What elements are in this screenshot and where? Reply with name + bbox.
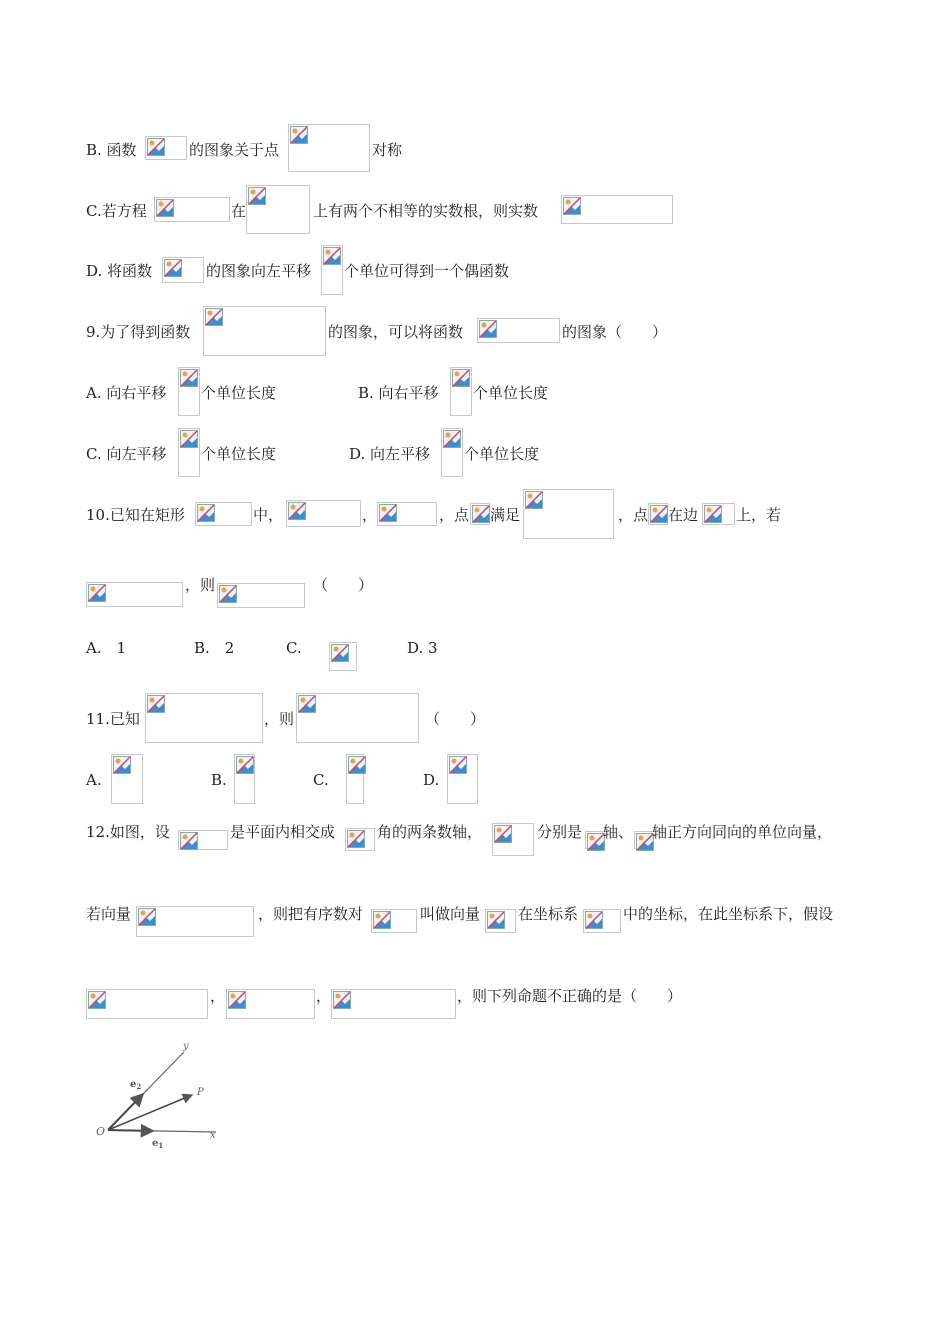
broken-image-icon <box>585 911 603 929</box>
formula-image <box>492 823 534 856</box>
q9-option-b-label: B. 向右平移 <box>358 384 439 402</box>
broken-image-icon <box>205 308 223 326</box>
broken-image-icon <box>219 585 237 603</box>
q10-shangruo: 上，若 <box>736 506 782 524</box>
broken-image-icon <box>113 756 131 774</box>
q12-line1-c: 角的两条数轴， <box>377 823 483 841</box>
broken-image-icon <box>88 584 106 602</box>
formula-image <box>154 197 230 222</box>
q10-stem-prefix: 10.已知在矩形 <box>86 506 185 524</box>
broken-image-icon <box>156 199 174 217</box>
broken-image-icon <box>443 430 461 448</box>
q11-stem-prefix: 11.已知 <box>86 710 140 728</box>
broken-image-icon <box>487 911 505 929</box>
q8-option-b-suffix: 对称 <box>372 141 403 159</box>
formula-image <box>286 500 361 527</box>
q11-ze: ，则 <box>264 710 295 728</box>
q9-option-d-label: D. 向左平移 <box>349 445 431 463</box>
broken-image-icon <box>348 756 366 774</box>
oblique-axes-diagram <box>88 1035 228 1155</box>
broken-image-icon <box>472 505 490 523</box>
formula-image <box>86 989 208 1019</box>
q11-option-b-label: B. <box>211 771 227 789</box>
q8-option-c-prefix: C.若方程 <box>86 202 147 220</box>
formula-image <box>450 367 472 416</box>
q8-option-c-mid1: 在 <box>231 202 247 220</box>
q9-option-a-unit: 个单位长度 <box>201 384 277 402</box>
broken-image-icon <box>379 504 397 522</box>
q8-option-b-prefix: B. 函数 <box>86 141 137 159</box>
formula-image <box>648 503 668 525</box>
q10-zhong: 中， <box>253 506 284 524</box>
formula-image <box>441 428 463 477</box>
formula-image <box>485 909 516 933</box>
q12-line1-d: 分别是 <box>537 823 583 841</box>
q12-line1-a: 12.如图，设 <box>86 823 170 841</box>
formula-image <box>321 245 343 295</box>
q11-option-a-label: A. <box>86 771 102 789</box>
q12-line3-comma1: ， <box>210 987 226 1005</box>
formula-image <box>345 828 375 851</box>
formula-image <box>111 754 143 804</box>
q9-option-b-unit: 个单位长度 <box>473 384 549 402</box>
q9-stem-mid: 的图象，可以将函数 <box>328 323 464 341</box>
broken-image-icon <box>180 832 198 850</box>
formula-image <box>178 367 200 416</box>
q12-line1-f: 轴正方向同向的单位向量， <box>652 823 833 841</box>
broken-image-icon <box>449 756 467 774</box>
q12-line2-d: 在坐标系 <box>518 905 579 923</box>
q10-ze: ，则 <box>185 576 216 594</box>
broken-image-icon <box>650 505 668 523</box>
p-vector <box>108 1095 192 1130</box>
q12-line3-end: ，则下列命题不正确的是（ ） <box>457 987 683 1005</box>
q8-option-d-mid: 的图象向左平移 <box>206 262 312 280</box>
formula-image <box>234 754 255 804</box>
formula-image <box>195 502 252 526</box>
q10-dian-prefix: ，点 <box>439 506 470 524</box>
formula-image <box>226 989 315 1019</box>
q9-option-d-unit: 个单位长度 <box>464 445 540 463</box>
q12-line2-b: ，则把有序数对 <box>258 905 364 923</box>
q8-option-b-mid: 的图象关于点 <box>189 141 280 159</box>
q11-option-d-label: D. <box>423 771 440 789</box>
e2-label: $e_2$ <box>130 1079 142 1091</box>
broken-image-icon <box>180 369 198 387</box>
formula-image <box>136 906 254 937</box>
formula-image <box>702 503 735 525</box>
q12-line2-c: 叫做向量 <box>420 905 481 923</box>
broken-image-icon <box>236 756 254 774</box>
formula-image <box>634 831 652 849</box>
q10-option-a: A. 1 <box>86 639 127 657</box>
q9-option-c-unit: 个单位长度 <box>201 445 277 463</box>
formula-image <box>470 503 490 525</box>
broken-image-icon <box>288 502 306 520</box>
q10-zaibian: 在边 <box>668 506 699 524</box>
formula-image <box>346 754 364 804</box>
broken-image-icon <box>180 430 198 448</box>
broken-image-icon <box>704 505 722 523</box>
q10-option-d: D. 3 <box>407 639 438 657</box>
formula-image <box>288 124 370 172</box>
formula-image <box>331 989 456 1019</box>
formula-image <box>447 754 478 804</box>
broken-image-icon <box>563 197 581 215</box>
broken-image-icon <box>347 830 365 848</box>
q8-option-c-mid2: 上有两个不相等的实数根，则实数 <box>313 202 539 220</box>
formula-image <box>217 583 305 608</box>
broken-image-icon <box>323 247 341 265</box>
q10-option-b: B. 2 <box>194 639 235 657</box>
broken-image-icon <box>88 991 106 1009</box>
q9-stem-prefix: 9.为了得到函数 <box>86 323 191 341</box>
formula-image <box>203 306 326 356</box>
broken-image-icon <box>331 644 349 662</box>
q12-line2-a: 若向量 <box>86 905 132 923</box>
q11-paren: （ ） <box>425 710 486 728</box>
e1-label: $e_1$ <box>152 1138 164 1150</box>
formula-image <box>585 831 603 849</box>
formula-image <box>296 693 419 743</box>
q10-manzu: 满足 <box>490 506 521 524</box>
p-label: P <box>197 1087 204 1098</box>
broken-image-icon <box>138 908 156 926</box>
broken-image-icon <box>290 126 308 144</box>
broken-image-icon <box>298 695 316 713</box>
formula-image <box>561 195 673 224</box>
formula-image <box>178 428 200 477</box>
broken-image-icon <box>479 320 497 338</box>
formula-image <box>477 318 560 343</box>
formula-image <box>145 136 187 160</box>
q10-dian2: ，点 <box>618 506 649 524</box>
broken-image-icon <box>248 187 266 205</box>
broken-image-icon <box>147 138 165 156</box>
y-label: y <box>183 1041 189 1052</box>
formula-image <box>329 642 357 671</box>
formula-image <box>377 502 437 526</box>
q12-line2-e: 中的坐标，在此坐标系下，假设 <box>623 905 834 923</box>
q9-stem-suffix: 的图象（ ） <box>562 323 668 341</box>
q9-option-c-label: C. 向左平移 <box>86 445 167 463</box>
formula-image <box>178 830 228 850</box>
formula-image <box>86 582 183 607</box>
broken-image-icon <box>494 825 512 843</box>
q10-paren: （ ） <box>313 576 374 594</box>
broken-image-icon <box>147 695 165 713</box>
x-label: x <box>210 1130 216 1141</box>
broken-image-icon <box>164 259 182 277</box>
q10-option-c-label: C. <box>286 639 302 657</box>
origin-label: O <box>96 1125 106 1138</box>
e1-vector <box>108 1130 153 1131</box>
formula-image <box>145 693 263 743</box>
broken-image-icon <box>197 504 215 522</box>
formula-image <box>162 257 204 283</box>
broken-image-icon <box>333 991 351 1009</box>
q11-option-c-label: C. <box>313 771 329 789</box>
broken-image-icon <box>228 991 246 1009</box>
q12-line1-e: 轴、 <box>603 823 634 841</box>
formula-image <box>583 909 621 933</box>
q8-option-d-prefix: D. 将函数 <box>86 262 153 280</box>
q8-option-d-suffix: 个单位可得到一个偶函数 <box>344 262 510 280</box>
formula-image <box>371 909 417 933</box>
formula-image <box>246 185 310 234</box>
q12-line3-comma2: ， <box>316 987 332 1005</box>
q9-option-a-label: A. 向右平移 <box>86 384 167 402</box>
e2-vector <box>108 1094 143 1130</box>
broken-image-icon <box>525 491 543 509</box>
q10-comma: ， <box>362 506 378 524</box>
broken-image-icon <box>452 369 470 387</box>
formula-image <box>523 489 614 539</box>
q12-line1-b: 是平面内相交成 <box>230 823 336 841</box>
broken-image-icon <box>373 911 391 929</box>
